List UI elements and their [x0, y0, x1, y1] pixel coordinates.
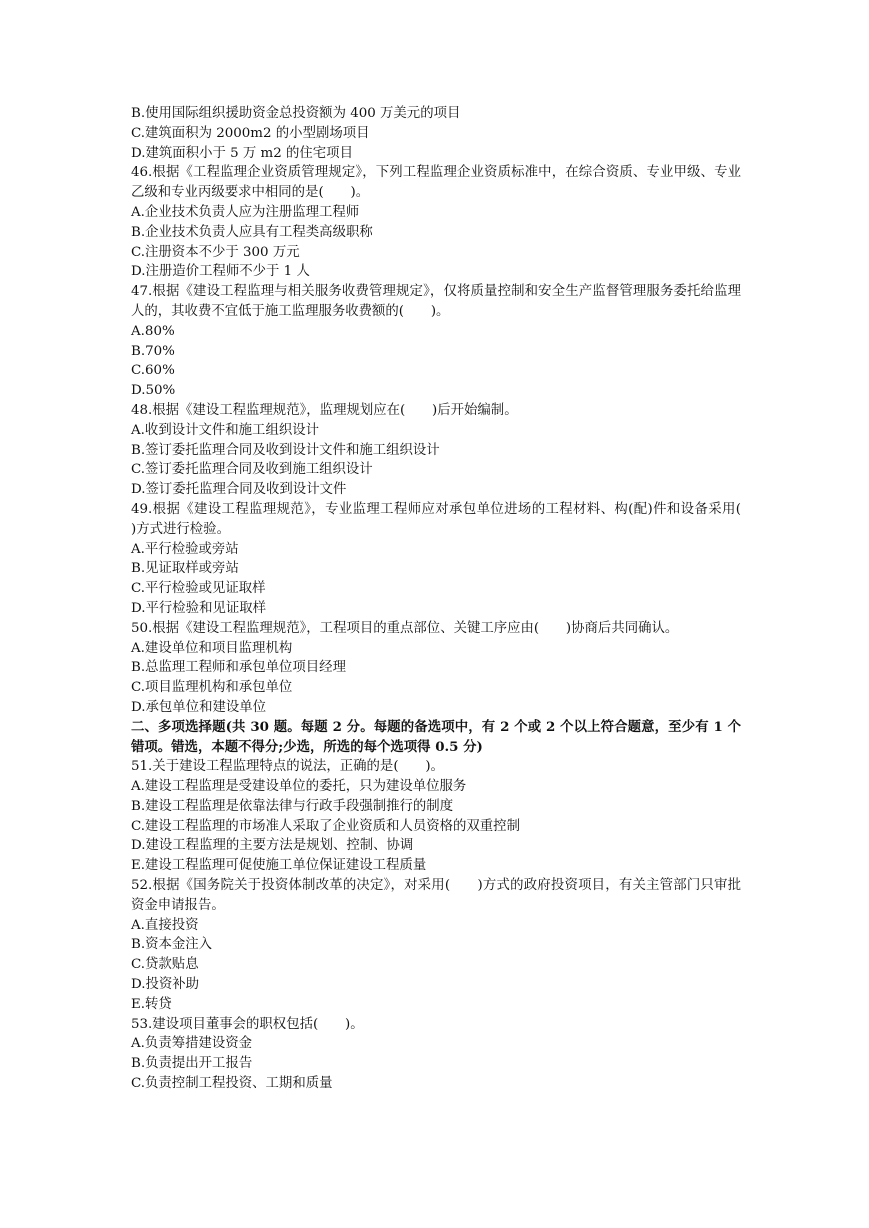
option-line: C.负责控制工程投资、工期和质量: [131, 1076, 333, 1092]
question-46: 46.根据《工程监理企业资质管理规定》，下列工程监理企业资质标准中，在综合资质、专业甲级、专业乙级和专业丙级要求中相同的是( )。: [131, 165, 741, 201]
option-line: B.负责提出开工报告: [131, 1056, 253, 1072]
option-line: B.建设工程监理是依靠法律与行政手段强制推行的制度: [131, 798, 454, 814]
question-53: 53.建设项目董事会的职权包括( )。: [131, 1016, 364, 1032]
option-line: C.平行检验或见证取样: [131, 581, 266, 597]
option-line: D.平行检验和见证取样: [131, 600, 267, 616]
option-line: C.签订委托监理合同及收到施工组织设计: [131, 462, 373, 478]
document-page: [131, 104, 768, 1094]
option-line: B.见证取样或旁站: [131, 561, 239, 577]
option-line: C.建设工程监理的市场准人采取了企业资质和人员资格的双重控制: [131, 818, 520, 834]
option-line: D.承包单位和建设单位: [131, 699, 267, 715]
option-line: C.注册资本不少于 300 万元: [131, 244, 300, 260]
option-line: E.建设工程监理可促使施工单位保证建设工程质量: [131, 858, 427, 874]
option-line: D.注册造价工程师不少于 1 人: [131, 264, 310, 280]
option-line: A.平行检验或旁站: [131, 541, 239, 557]
option-line: B.签订委托监理合同及收到设计文件和施工组织设计: [131, 442, 440, 458]
question-51: 51.关于建设工程监理特点的说法，正确的是( )。: [131, 759, 444, 775]
option-line: B.70%: [131, 343, 175, 359]
option-line: A.80%: [131, 323, 175, 339]
option-line: A.建设单位和项目监理机构: [131, 640, 293, 656]
option-line: A.建设工程监理是受建设单位的委托，只为建设单位服务: [131, 779, 467, 795]
option-line: C.60%: [131, 363, 175, 379]
option-line: B.使用国际组织援助资金总投资额为 400 万美元的项目: [131, 106, 461, 121]
section-heading-multiple-choice: 二、多项选择题(共 30 题。每题 2 分。每题的备选项中，有 2 个或 2 个以上符合题意，至少有 1 个错项。错选，本题不得分;少选，所选的每个选项得 0.5 分): [131, 718, 741, 755]
option-line: A.企业技术负责人应为注册监理工程师: [131, 204, 360, 220]
option-line: A.直接投资: [131, 917, 199, 933]
option-line: D.建筑面积小于 5 万 m2 的住宅项目: [131, 145, 353, 161]
option-line: A.收到设计文件和施工组织设计: [131, 422, 320, 438]
option-line: E.转贷: [131, 996, 172, 1012]
question-49: 49.根据《建设工程监理规范》，专业监理工程师应对承包单位进场的工程材料、构(配)件和设备采用( )方式进行检验。: [131, 501, 768, 537]
option-line: C.贷款贴息: [131, 957, 199, 973]
question-48: 48.根据《建设工程监理规范》，监理规划应在( )后开始编制。: [131, 402, 518, 418]
option-line: D.签订委托监理合同及收到设计文件: [131, 482, 347, 498]
option-line: C.建筑面积为 2000m2 的小型剧场项目: [131, 125, 370, 141]
option-line: B.资本金注入: [131, 937, 213, 953]
question-47: 47.根据《建设工程监理与相关服务收费管理规定》，仅将质量控制和安全生产监督管理服务委托给监理人的，其收费不宜低于施工监理服务收费额的( )。: [131, 284, 741, 319]
option-line: B.企业技术负责人应具有工程类高级职称: [131, 224, 373, 240]
question-52: 52.根据《国务院关于投资体制改革的决定》，对采用( )方式的政府投资项目，有关主管部门只审批资金申请报告。: [131, 878, 741, 913]
option-line: A.负责筹措建设资金: [131, 1036, 253, 1052]
option-line: D.建设工程监理的主要方法是规划、控制、协调: [131, 838, 414, 854]
option-line: C.项目监理机构和承包单位: [131, 680, 293, 696]
option-line: D.投资补助: [131, 977, 200, 993]
option-line: B.总监理工程师和承包单位项目经理: [131, 660, 346, 676]
question-50: 50.根据《建设工程监理规范》，工程项目的重点部位、关键工序应由( )协商后共同确认。: [131, 620, 679, 636]
option-line: D.50%: [131, 383, 176, 399]
